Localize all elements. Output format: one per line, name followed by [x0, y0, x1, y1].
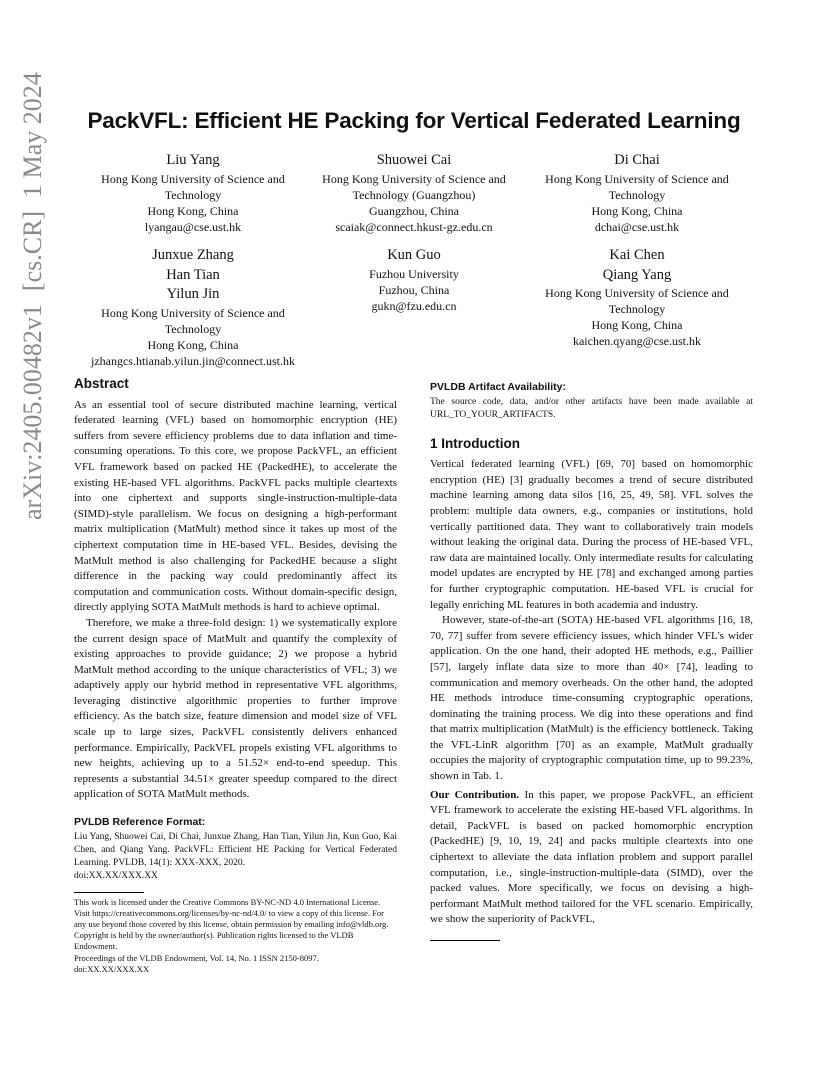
author-name: Yilun Jin [166, 286, 220, 302]
left-column [74, 376, 397, 975]
author-affiliation: Technology [164, 321, 222, 336]
author-block-1 [82, 151, 304, 235]
author-email: lyangau@cse.ust.hk [144, 219, 242, 234]
author-email: scaiak@connect.hkust-gz.edu.cn [335, 219, 493, 234]
author-email: gukn@fzu.edu.cn [371, 298, 457, 313]
author-affiliation: Technology (Guangzhou) [352, 187, 476, 202]
author-affiliation: Hong Kong University of Science and [545, 171, 729, 186]
author-name: Qiang Yang [602, 266, 672, 283]
abstract-paragraph-2: Therefore, we make a three-fold design: 1) we systematically explore the current design space of MatMult and quantify the complexity of existing approaches to provide guidance; 2) we propose a hybrid MatMult method according to the unique characteristics of VFL; 3) we adaptively apply our hybrid method in representative VFL algorithms, leveraging distinctive algorithmic properties to further improve efficiency. As the batch size, feature dimension and model size of VFL scale up to large sizes, PackVFL consistently delivers enhanced performance. Empirically, PackVFL propels existing VFL algorithms to new heights, achieving up to a 51.52× end-to-end speedup. This represents a substantial 34.51× greater speedup compared to the direct application of SOTA MatMult methods. [74, 616, 397, 801]
intro-paragraph-3 [430, 788, 753, 928]
intro-paragraph-1: Vertical federated learning (VFL) [69, 70] based on homomorphic encryption (HE) [3] gradually becomes a trend of secure distributed machine learning among data silos [16, 25, 49, 58]. VFL solves the problem: multiple data owners, e.g., companies or institutions, hold vertically partitioned data. They want to collaboratively train models without leaking the original data. During the process of HE-based VFL, raw data are maintained locally. Only intermediate results for calculating model updates are encrypted by HE [78] and exchanged among parties for further cryptographic computation. HE-based VFL is crucial for legally enriching ML features in both academia and industry. [430, 458, 753, 611]
author-block-2 [303, 151, 525, 235]
artifact-heading: PVLDB Artifact Availability: [430, 381, 566, 393]
author-location: Hong Kong, China [591, 318, 683, 332]
abstract-heading: Abstract [74, 376, 129, 391]
author-location: Fuzhou, China [378, 282, 450, 297]
author-name: Di Chai [614, 152, 660, 168]
paper-title: PackVFL: Efficient HE Packing for Vertical Federated Learning [87, 108, 741, 133]
author-block-6 [526, 246, 748, 349]
author-name: Liu Yang [166, 152, 220, 168]
contribution-text: In this paper, we propose PackVFL, an efficient VFL framework to accelerate the existing HE-based VFL algorithms. In detail, PackVFL is based on packed homomorphic encryption (PackedHE) [9, 10, 19, 24] and packs multiple cleartexts into one ciphertext to alleviate the data inflation problem and support parallel computation, i.e., single-instruction-multiple-data (SIMD), over the packed values. More specifically, we focus on devising a high-performant MatMult method tailored for the VFL scenario. Empirically, we show the superiority of PackVFL, [430, 788, 754, 926]
author-location: Hong Kong, China [147, 337, 239, 352]
reference-format-doi: doi:XX.XX/XXX.XX [74, 870, 158, 881]
bottom-rule [430, 940, 500, 941]
introduction-heading: 1 Introduction [430, 435, 520, 451]
artifact-text: The source code, data, and/or other artifacts have been made available at URL_TO_YOUR_ARTIFACTS. [430, 396, 753, 420]
proceedings-note: Proceedings of the VLDB Endowment, Vol. 14, No. 1 ISSN 2150-8097. [74, 952, 319, 963]
author-name: Junxue Zhang [152, 247, 234, 263]
author-location: Hong Kong, China [591, 203, 683, 218]
author-affiliation: Hong Kong University of Science and [322, 171, 506, 186]
intro-paragraph-2: However, state-of-the-art (SOTA) HE-based VFL algorithms [16, 18, 70, 77] suffer from severe efficiency issues, which hinder VFL's wider application. On the one hand, their adopted HE methods, e.g., Paillier [57], largely inflate data size to more than 40× [74], leading to communication and memory overheads. On the other hand, the adopted HE methods introduce time-consuming cryptographic operations, dominating the training process. We dig into these operations and find that matrix multiplication (MatMult) is the efficiency bottleneck. Taking the VFL-LinR algorithm [70] as an example, MatMult gradually occupies the majority of cryptographic computation time, up to 99.23%, shown in Tab. 1. [430, 614, 753, 783]
author-block-3 [526, 151, 748, 235]
author-block-4 [82, 246, 304, 369]
arxiv-id: arXiv:2405.00482v1 [18, 304, 47, 520]
author-email: jzhangcs.htianab.yilun.jin@connect.ust.hk [90, 353, 295, 368]
author-name: Shuowei Cai [376, 152, 452, 168]
right-column [430, 380, 753, 941]
author-affiliation: Fuzhou University [369, 266, 459, 281]
arxiv-category: [cs.CR] [18, 210, 47, 292]
author-name: Kun Guo [387, 247, 441, 263]
reference-format-heading: PVLDB Reference Format: [74, 816, 206, 829]
abstract-paragraph-1: As an essential tool of secure distributed machine learning, vertical federated learning (VFL) based on homomorphic encryption (HE) suffers from severe efficiency problems due to data inflation and time-consuming operations. To this core, we propose PackVFL, an efficient VFL framework based on packed HE (PackedHE), to accelerate the existing HE-based VFL algorithms. PackVFL packs multiple cleartexts into one ciphertext and supports single-instruction-multiple-data (SIMD)-style parallelism. We focus on designing a high-performant matrix multiplication (MatMult) method since it takes up most of the ciphertext computation time in HE-based VFL. Besides, devising the MatMult method is also challenging for PackedHE because a slight difference in the packing way could predominantly affect its computation and communication costs. Without domain-specific design, directly applying SOTA MatMult methods is hard to achieve optimal. [74, 398, 397, 614]
author-affiliation: Technology [164, 187, 222, 202]
author-block-5 [303, 246, 525, 314]
arxiv-date: 1 May 2024 [18, 72, 47, 198]
author-location: Guangzhou, China [369, 203, 459, 218]
author-affiliation: Hong Kong University of Science and [101, 305, 285, 320]
author-location: Hong Kong, China [147, 203, 239, 218]
author-affiliation: Technology [608, 302, 666, 316]
author-name: Han Tian [166, 266, 220, 283]
license-note: This work is licensed under the Creative Commons BY-NC-ND 4.0 International License. Visit https://creativecommons.org/licenses/by-nc-nd/4.0/ to view a copy of this license. For any use beyond those covered by this license, obtain permission by emailing info@vldb.org. Copyright is held by the owner/author(s). Publication rights licensed to the VLDB Endowment. [74, 896, 389, 952]
author-affiliation: Hong Kong University of Science and [545, 286, 729, 300]
arxiv-side-label [18, 72, 48, 520]
author-name: Kai Chen [609, 247, 665, 263]
author-email: dchai@cse.ust.hk [594, 219, 680, 234]
proceedings-doi: doi:XX.XX/XXX.XX [74, 963, 150, 974]
author-email: kaichen.qyang@cse.ust.hk [572, 334, 701, 348]
reference-format-text: Liu Yang, Shuowei Cai, Di Chai, Junxue Zhang, Han Tian, Yilun Jin, Kun Guo, Kai Chen, and Qiang Yang. PackVFL: Efficient HE Packing for Vertical Federated Learning. PVLDB, 14(1): XXX-XXX, 2020. [74, 831, 397, 868]
author-affiliation: Hong Kong University of Science and [101, 171, 285, 186]
footnote-rule [74, 892, 144, 893]
author-affiliation: Technology [608, 187, 666, 202]
contribution-lead: Our Contribution. [430, 788, 520, 801]
